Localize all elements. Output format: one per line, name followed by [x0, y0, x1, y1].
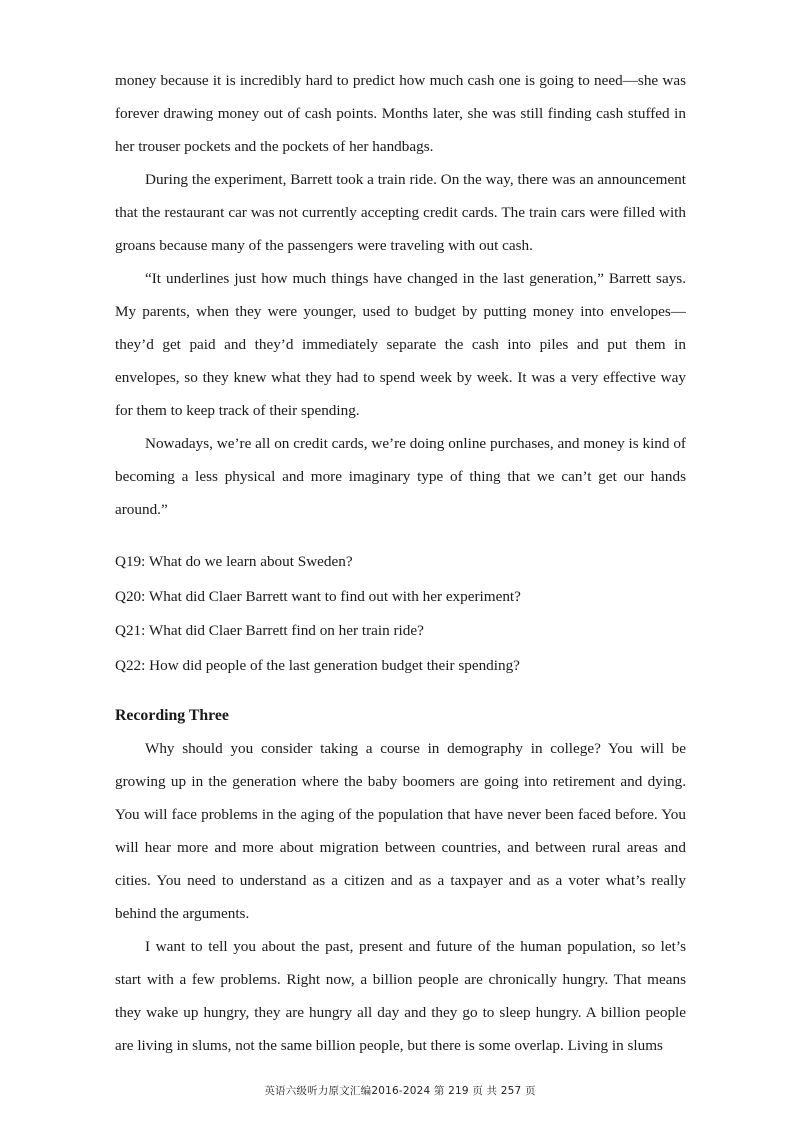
paragraph-quote-generation: “It underlines just how much things have changed in the last generation,” Barrett says. My parents, when they were younger, used to budget by putting money into envelopes—they’d get paid and they’d immediately separate the cash into piles and put them in envelopes, so they knew what they had to spend week by week. It was a very effective way for them to keep track of their spending. [115, 270, 686, 419]
page-footer: 英语六级听力原文汇编2016-2024 第 219 页 共 257 页 [264, 1085, 536, 1097]
paragraph-train-ride: During the experiment, Barrett took a train ride. On the way, there was an announcement that the restaurant car was not currently accepting credit cards. The train cars were filled with groans because many of the passengers were traveling with out cash. [115, 171, 686, 254]
question-q20: Q20: What did Claer Barrett want to find out with her experiment? [115, 587, 521, 605]
paragraph-continuation: money because it is incredibly hard to predict how much cash one is going to need—she was forever drawing money out of cash points. Months later, she was still finding cash stuffed in her trouser pockets and the pockets of her handbags. [115, 72, 686, 155]
question-q19: Q19: What do we learn about Sweden? [115, 553, 353, 570]
paragraph-nowadays: Nowadays, we’re all on credit cards, we’re doing online purchases, and money is kind of becoming a less physical and more imaginary type of thing that we can’t get our hands around.” [115, 435, 686, 518]
question-q21: Q21: What did Claer Barrett find on her train ride? [115, 622, 424, 639]
question-q22: Q22: How did people of the last generation budget their spending? [115, 656, 520, 674]
paragraph-human-population: I want to tell you about the past, present and future of the human population, so let’s start with a few problems. Right now, a billion people are chronically hungry. That means they wake up hungry, they are hungry all day and they go to sleep hungry. A billion people are living in slums, not the same billion people, but there is some overlap. Living in slums [115, 938, 686, 1054]
page-content [115, 64, 686, 1062]
paragraph-demography: Why should you consider taking a course in demography in college? You will be growing up in the generation where the baby boomers are going into retirement and dying. You will face problems in the aging of the population that have never been faced before. You will hear more and more about migration between countries, and between rural areas and cities. You need to understand as a citizen and as a taxpayer and as a voter what’s really behind the arguments. [115, 740, 686, 922]
section-heading-recording-three: Recording Three [115, 707, 229, 724]
question-list [115, 545, 686, 683]
